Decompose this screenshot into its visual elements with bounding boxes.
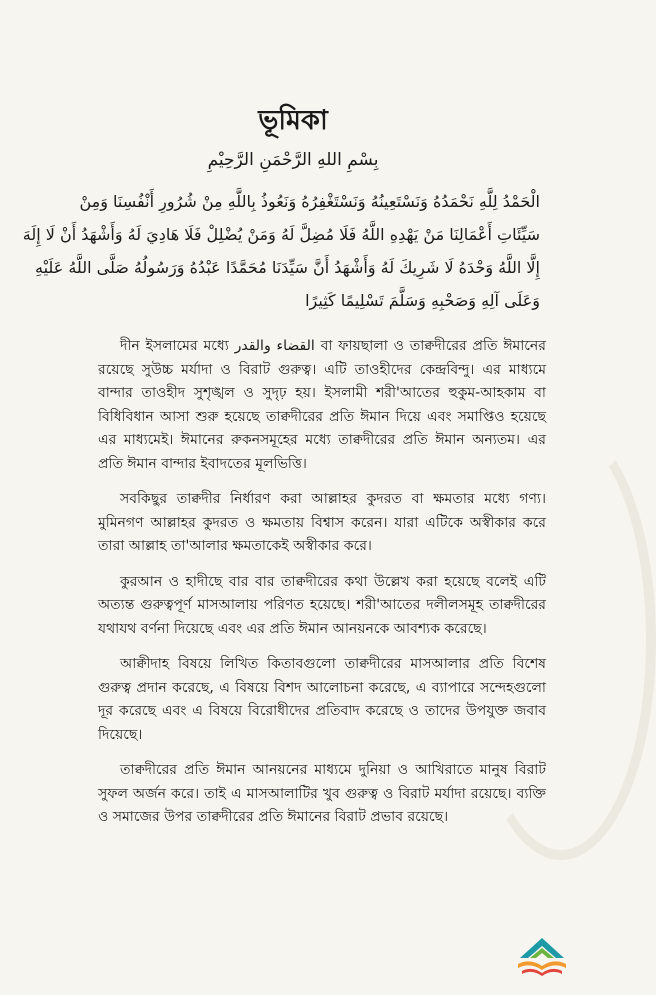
arabic-line: وَعَلَى آلِهِ وَصَحْبِهِ وَسَلَّمَ تَسْلِيمًا كَثِيرًا — [305, 291, 540, 310]
arabic-line: سَيِّئَاتِ أَعْمَالِنَا مَنْ يَهْدِهِ اللَّهُ فَلَا مُضِلَّ لَهُ وَمَنْ يُضْلِلْ فَلَا هَادِيَ لَهُ وَأَشْهَدُ أَنْ لَا إِلَهَ — [22, 225, 540, 244]
publisher-book-logo-icon — [512, 930, 572, 980]
paragraph — [98, 571, 546, 642]
body-text — [98, 335, 546, 842]
arabic-line: الْحَمْدُ لِلَّهِ نَحْمَدُهُ وَنَسْتَعِينُهُ وَنَسْتَغْفِرُهُ وَنَعُوذُ بِاللَّهِ مِنْ شُرُورِ أَنْفُسِنَا وَمِنْ — [79, 192, 540, 211]
basmala: بِسْمِ اللهِ الرَّحْمَنِ الرَّحِيْمِ — [207, 150, 379, 170]
paragraph-text: আক্বীদাহ বিষয়ে লিখিত কিতাবগুলো তাক্বদীরের মাসআলার প্রতি বিশেষ গুরুত্ব প্রদান করেছে, এ বিষয়ে বিশদ আলোচনা করেছে, এ ব্যাপারে সন্দেহগুলো দূর করেছে এবং এ বিষয়ে বিরোধীদের প্রতিবাদ করেছে ও তাদের উপযুক্ত জবাব দিয়েছে। — [98, 656, 546, 743]
paragraph-text: তাক্বদীরের প্রতি ঈমান আনয়নের মাধ্যমে দুনিয়া ও আখিরাতে মানুষ বিরাট সুফল অর্জন করে। তাই এ মাসআলাটির খুব গুরুত্ব ও বিরাট মর্যাদা রয়েছে। ব্যক্তি ও সমাজের উপর তাক্বদীরের প্রতি ঈমানের বিরাট প্রভাব রয়েছে। — [98, 762, 546, 825]
paragraph — [98, 488, 546, 559]
paragraph-text: সবকিছুর তাক্বদীর নির্ধারণ করা আল্লাহর কুদরত বা ক্ষমতার মধ্যে গণ্য। মুমিনগণ আল্লাহর কুদরত ও ক্ষমতায় বিশ্বাস করেন। যারা এটিকে অস্বীকার করে তারা আল্লাহ তা'আলার ক্ষমতাকেই অস্বীকার করে। — [98, 491, 546, 554]
paragraph-text: কুরআন ও হাদীছে বার বার তাক্বদীরের কথা উল্লেখ করা হয়েছে বলেই এটি অত্যন্ত গুরুত্বপূর্ণ মাসআলায় পরিণত হয়েছে। শরী'আতের দলীলসমূহ তাক্বদীরের যথাযথ বর্ণনা দিয়েছে এবং এর প্রতি ঈমান আনয়নকে আবশ্যক করেছে। — [98, 573, 546, 637]
arabic-line: إِلَّا اللَّهُ وَحْدَهُ لَا شَرِيكَ لَهُ وَأَشْهَدُ أَنَّ سَيِّدَنَا مُحَمَّدًا عَبْدُهُ وَرَسُولُهُ صَلَّى اللَّهُ عَلَيْهِ — [34, 258, 540, 277]
paragraph-text: দীন ইসলামের মধ্যে — [120, 338, 235, 354]
page-title: ভূমিকা — [258, 105, 328, 136]
paragraph — [98, 653, 546, 747]
paragraph-text: বা ফায়ছালা ও তাক্বদীরের প্রতি ঈমানের রয়েছে সুউচ্চ মর্যাদা ও বিরাট গুরুত্ব। এটি তাওহীদের কেন্দ্রবিন্দু। এর মাধ্যমে বান্দার তাওহীদ সুশৃঙ্খল ও সুদৃঢ় হয়। ইসলামী শরী'আতের হুকুম-আহকাম বা বিধিবিধান আসা শুরু হয়েছে তাক্বদীরের প্রতি ঈমান দিয়ে এবং সমাপ্তিও হয়েছে এর মাধ্যমেই। ঈমানের রুকনসমূহের মধ্যে তাক্বদীরের প্রতি ঈমান অন্যতম। এর প্রতি ঈমান বান্দার ইবাদতের মূলভিত্তি। — [98, 338, 546, 472]
paragraph — [98, 759, 546, 830]
paragraph — [98, 335, 546, 476]
arabic-opening-block — [22, 185, 540, 317]
inline-arabic-term: القضاء والقدر — [234, 338, 315, 354]
